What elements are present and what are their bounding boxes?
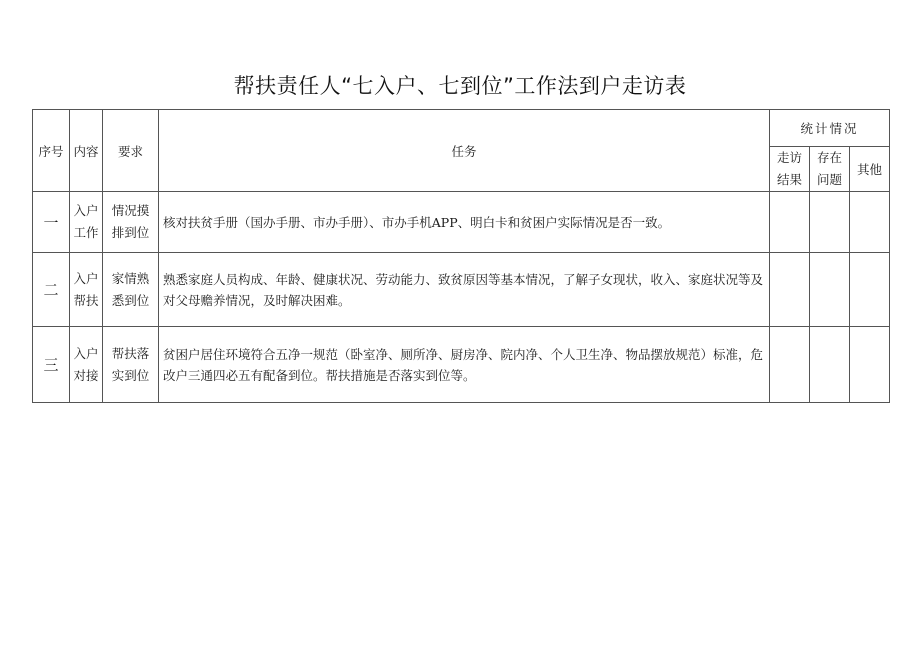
row-requirement-line1: 情况摸 (111, 203, 150, 218)
header-requirement: 要求 (103, 110, 159, 192)
header-task: 任务 (159, 110, 770, 192)
row-content-line1: 入户 (73, 345, 99, 361)
table-row (33, 253, 890, 327)
row-content (70, 253, 103, 327)
row-requirement-line1: 家情熟 (111, 270, 150, 286)
cell-issue[interactable] (810, 253, 850, 327)
document-title: 帮扶责任人“七入户、七到位”工作法到户走访表 (233, 74, 687, 98)
header-stat-issue (810, 147, 850, 192)
header-stat-visit-line1: 走访 (776, 150, 802, 165)
row-content (70, 192, 103, 253)
row-number: 一 (33, 192, 70, 253)
row-task: 熟悉家庭人员构成、年龄、健康状况、劳动能力、致贫原因等基本情况，了解子女现状，收入、家庭状况等及对父母赡养情况，及时解决困难。 (159, 253, 770, 327)
visit-record-table (32, 109, 890, 403)
header-content: 内容 (70, 110, 103, 192)
row-requirement-line1: 帮扶落 (111, 345, 150, 361)
row-requirement (103, 327, 159, 403)
row-requirement-line2: 悉到位 (111, 292, 150, 308)
cell-visit-result[interactable] (770, 327, 810, 403)
row-number: 二 (33, 253, 70, 327)
cell-visit-result[interactable] (770, 253, 810, 327)
row-content-line1: 入户 (73, 203, 99, 218)
row-content (70, 327, 103, 403)
cell-other[interactable] (850, 192, 890, 253)
header-stat-issue-line1: 存在 (816, 150, 842, 165)
header-seq: 序号 (33, 110, 70, 192)
cell-issue[interactable] (810, 327, 850, 403)
row-requirement (103, 192, 159, 253)
table-row (33, 192, 890, 253)
row-number: 三 (33, 327, 70, 403)
cell-issue[interactable] (810, 192, 850, 253)
row-requirement-line2: 实到位 (111, 367, 150, 383)
row-content-line2: 工作 (73, 225, 99, 240)
row-requirement (103, 253, 159, 327)
header-stat-issue-line2: 问题 (816, 172, 842, 187)
header-stat-visit (770, 147, 810, 192)
row-content-line2: 帮扶 (73, 292, 99, 308)
row-task: 核对扶贫手册（国办手册、市办手册）、市办手机APP、明白卡和贫困户实际情况是否一致。 (159, 192, 770, 253)
table-row (33, 327, 890, 403)
header-stat-visit-line2: 结果 (776, 172, 802, 187)
row-content-line1: 入户 (73, 270, 99, 286)
row-requirement-line2: 排到位 (111, 225, 150, 240)
row-task: 贫困户居住环境符合五净一规范（卧室净、厕所净、厨房净、院内净、个人卫生净、物品摆放规范）标准，危改户三通四必五有配备到位。帮扶措施是否落实到位等。 (159, 327, 770, 403)
cell-other[interactable] (850, 327, 890, 403)
header-stats: 统计情况 (770, 110, 890, 147)
row-content-line2: 对接 (73, 367, 99, 383)
cell-other[interactable] (850, 253, 890, 327)
header-stat-other: 其他 (850, 147, 890, 192)
header-row (33, 110, 890, 147)
cell-visit-result[interactable] (770, 192, 810, 253)
